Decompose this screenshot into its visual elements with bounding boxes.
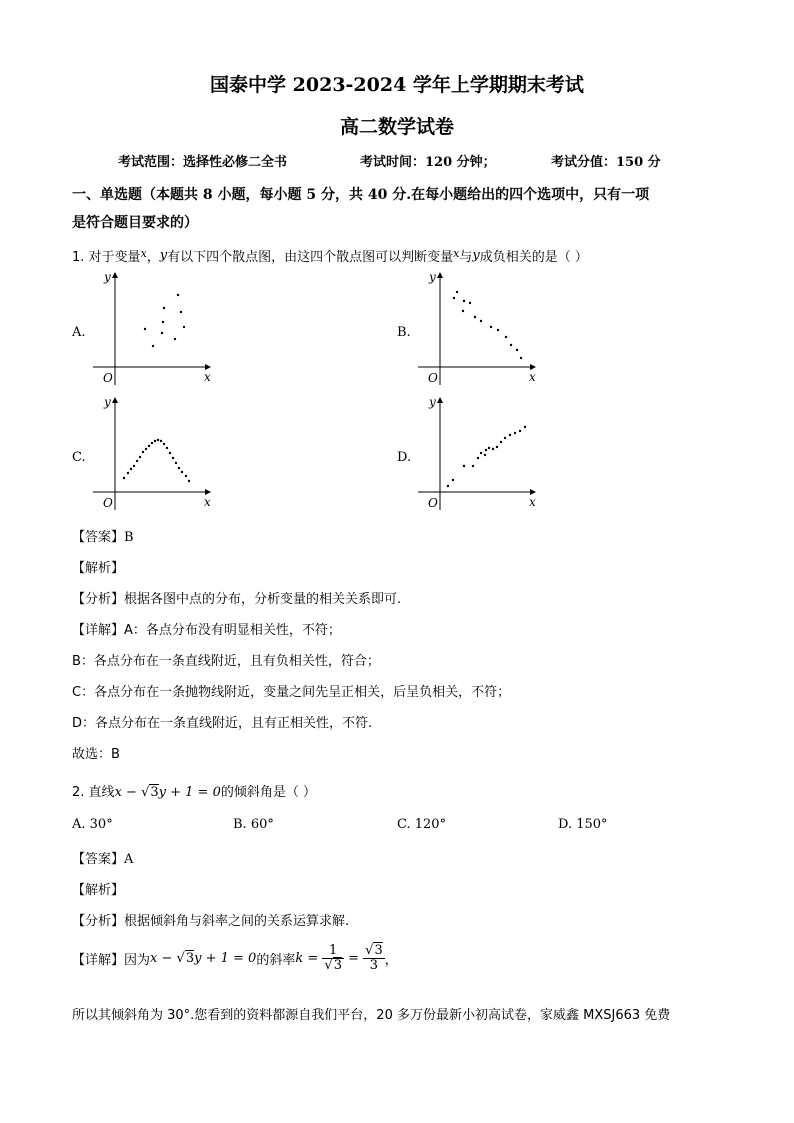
scatter-point bbox=[477, 457, 479, 459]
scatter-plot-d bbox=[413, 390, 543, 515]
scatter-plot-b bbox=[413, 265, 543, 390]
x-axis-label: x bbox=[204, 370, 211, 384]
scatter-point bbox=[484, 454, 486, 456]
scatter-point bbox=[485, 449, 487, 451]
question-1-stem: 1. 对于变量$^x$，y有以下四个散点图，由这四个散点图可以判断变量$^x$与y成负相关的是（ ） bbox=[72, 247, 588, 265]
q2-conclusion-line: 所以其倾斜角为 30°.您看到的资料都源自我们平台，20 多万份最新小初高试卷，家威鑫 MXSJ663 免费 bbox=[72, 1008, 671, 1023]
scatter-point bbox=[188, 480, 190, 482]
scatter-point bbox=[510, 344, 512, 346]
scatter-point bbox=[492, 448, 494, 450]
scatter-point bbox=[488, 447, 490, 449]
scatter-point bbox=[139, 456, 141, 458]
q2-option-a: A. 30° bbox=[72, 817, 113, 832]
q2-fenxi: 【分析】根据倾斜角与斜率之间的关系运算求解. bbox=[72, 914, 350, 929]
y-axis-label: y bbox=[104, 395, 111, 409]
x-axis-label: x bbox=[204, 495, 211, 509]
scatter-point bbox=[463, 465, 465, 467]
scatter-point bbox=[154, 440, 156, 442]
section-heading-cont: 是符合题目要求的） bbox=[72, 215, 198, 231]
x-axis-label: x bbox=[529, 495, 536, 509]
q2-option-d: D. 150° bbox=[558, 817, 608, 832]
scatter-point bbox=[163, 307, 165, 309]
exam-subtitle: 高二数学试卷 bbox=[339, 116, 454, 138]
q2-option-b: B. 60° bbox=[233, 817, 274, 832]
scatter-point bbox=[161, 332, 163, 334]
exam-scope: 考试范围：选择性必修二全书 bbox=[118, 155, 288, 170]
scatter-point bbox=[514, 432, 516, 434]
y-axis-label: y bbox=[429, 270, 436, 284]
scatter-point bbox=[447, 485, 449, 487]
q1-option-b-label: B. bbox=[397, 325, 411, 340]
q1-detail-c: C：各点分布在一条抛物线附近，变量之间先呈正相关，后呈负相关，不符； bbox=[72, 685, 511, 700]
scatter-point bbox=[474, 316, 476, 318]
scatter-point bbox=[136, 460, 138, 462]
scatter-point bbox=[490, 326, 492, 328]
scatter-plot-a bbox=[88, 265, 218, 390]
exam-score: 考试分值：150 分 bbox=[551, 155, 661, 170]
q2-analysis-tag: 【解析】 bbox=[72, 883, 125, 898]
q1-option-c-label: C. bbox=[72, 450, 86, 465]
q1-analysis-tag: 【解析】 bbox=[72, 561, 125, 576]
exam-time: 考试时间：120 分钟； bbox=[360, 155, 496, 170]
question-2-stem: 2. 直线x − √3y + 1 = 0的倾斜角是（ ） bbox=[72, 785, 316, 800]
scatter-point bbox=[169, 452, 171, 454]
scatter-point bbox=[497, 329, 499, 331]
y-axis-label: y bbox=[429, 395, 436, 409]
scatter-point bbox=[463, 300, 465, 302]
exam-title: 国泰中学 2023-2024 学年上学期期末考试 bbox=[210, 74, 584, 96]
scatter-point bbox=[180, 311, 182, 313]
scatter-point bbox=[148, 445, 150, 447]
scatter-point bbox=[509, 434, 511, 436]
scatter-point bbox=[152, 345, 154, 347]
scatter-point bbox=[144, 328, 146, 330]
scatter-point bbox=[175, 462, 177, 464]
scatter-point bbox=[130, 468, 132, 470]
q1-option-d-label: D. bbox=[397, 450, 412, 465]
scatter-point bbox=[524, 426, 526, 428]
scatter-point bbox=[174, 338, 176, 340]
origin-label: O bbox=[428, 371, 438, 385]
fraction-sqrt3-over-3: $\frac{√3}{3}$ bbox=[365, 943, 383, 973]
q2-option-c: C. 120° bbox=[397, 817, 447, 832]
scatter-point bbox=[160, 440, 162, 442]
q1-fenxi: 【分析】根据各图中点的分布，分析变量的相关关系即可. bbox=[72, 592, 402, 607]
scatter-point bbox=[469, 302, 471, 304]
origin-label: O bbox=[428, 496, 438, 510]
scatter-point bbox=[480, 452, 482, 454]
scatter-point bbox=[127, 472, 129, 474]
fraction-1-over-sqrt3: $\frac{1}{√3}$ bbox=[324, 943, 342, 973]
scatter-point bbox=[505, 336, 507, 338]
q1-choose: 故选：B bbox=[72, 747, 120, 762]
scatter-point bbox=[504, 437, 506, 439]
scatter-point bbox=[181, 471, 183, 473]
scatter-point bbox=[520, 357, 522, 359]
scatter-point bbox=[519, 430, 521, 432]
scatter-point bbox=[183, 326, 185, 328]
scatter-point bbox=[123, 477, 125, 479]
scatter-point bbox=[500, 441, 502, 443]
scatter-point bbox=[177, 294, 179, 296]
scatter-point bbox=[472, 465, 474, 467]
scatter-point bbox=[452, 479, 454, 481]
scatter-point bbox=[456, 291, 458, 293]
scatter-point bbox=[142, 451, 144, 453]
x-axis-label: x bbox=[529, 370, 536, 384]
q1-detail-b: B：各点分布在一条直线附近，且有负相关性，符合； bbox=[72, 654, 380, 669]
scatter-point bbox=[157, 439, 159, 441]
origin-label: O bbox=[103, 371, 113, 385]
scatter-point bbox=[185, 475, 187, 477]
scatter-point bbox=[145, 448, 147, 450]
scatter-point bbox=[496, 446, 498, 448]
scatter-point bbox=[133, 465, 135, 467]
q1-option-a-label: A. bbox=[72, 325, 86, 340]
scatter-point bbox=[163, 443, 165, 445]
q1-detail-d: D：各点分布在一条直线附近，且有正相关性，不符. bbox=[72, 716, 373, 731]
q2-answer: 【答案】A bbox=[72, 852, 134, 867]
y-axis-label: y bbox=[104, 270, 111, 284]
scatter-plot-c bbox=[88, 390, 218, 515]
scatter-point bbox=[178, 467, 180, 469]
q2-detail: 【详解】因为x − √3y + 1 = 0的斜率k = $\frac{1}{√3}$ = $\frac{√3}{3}$ ， bbox=[72, 943, 398, 973]
scatter-point bbox=[172, 457, 174, 459]
q1-answer: 【答案】B bbox=[72, 530, 134, 545]
section-heading: 一、单选题（本题共 8 小题，每小题 5 分，共 40 分.在每小题给出的四个选项中，只有一项 bbox=[72, 187, 650, 203]
q1-detail-a: 【详解】A：各点分布没有明显相关性，不符； bbox=[72, 623, 341, 638]
scatter-point bbox=[166, 447, 168, 449]
scatter-point bbox=[480, 320, 482, 322]
scatter-point bbox=[453, 297, 455, 299]
scatter-point bbox=[151, 442, 153, 444]
scatter-point bbox=[516, 349, 518, 351]
scatter-point bbox=[462, 310, 464, 312]
origin-label: O bbox=[103, 496, 113, 510]
scatter-point bbox=[162, 321, 164, 323]
